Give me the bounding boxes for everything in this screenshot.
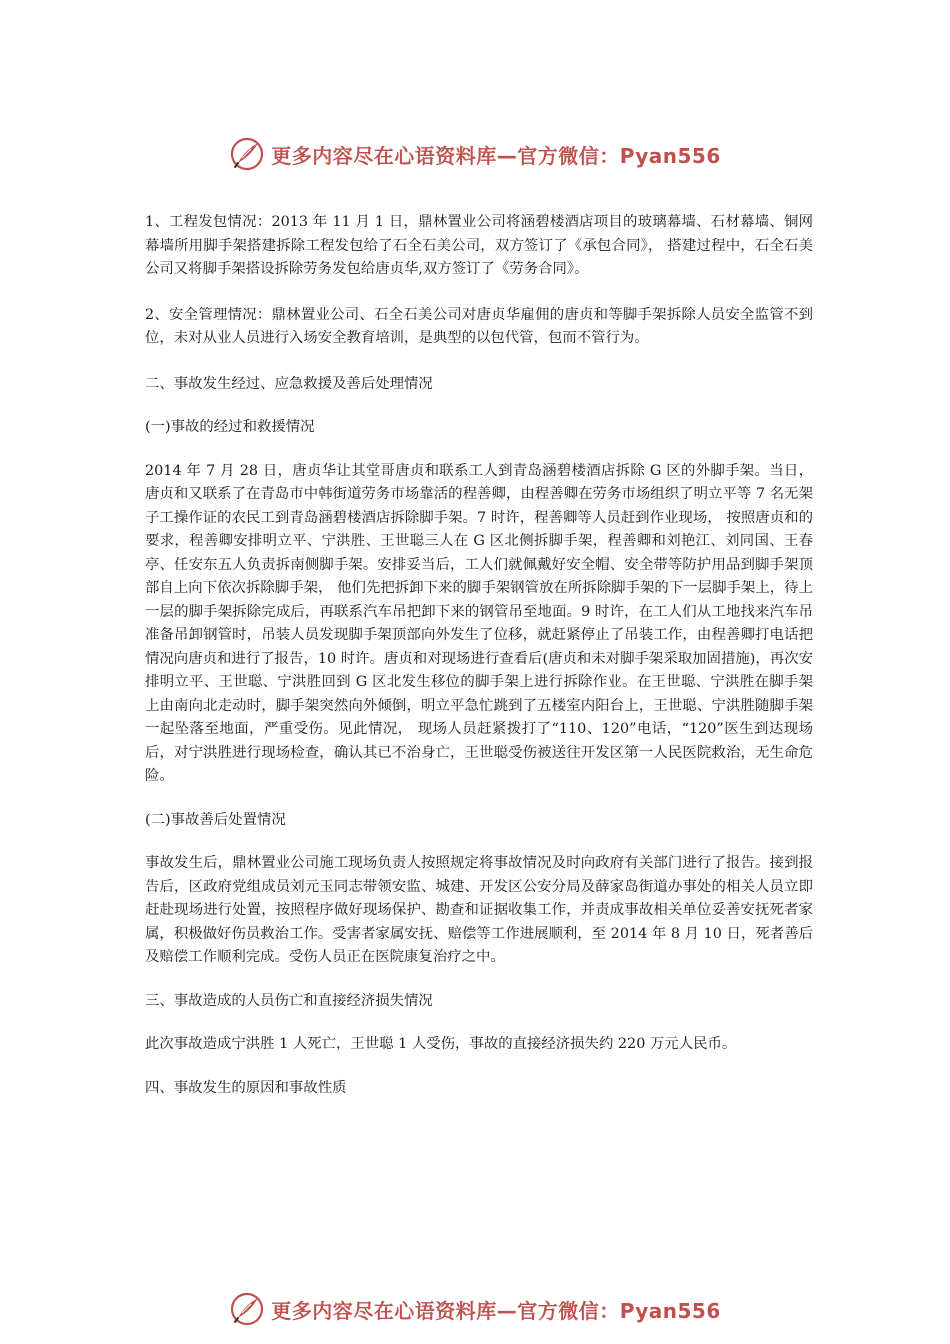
paragraph-safety-management: 2、安全管理情况：鼎林置业公司、石全石美公司对唐贞华雇佣的唐贞和等脚手架拆除人员安全监管不到位，未对从业人员进行入场安全教育培训，是典型的以包代管，包而不管行为。 — [145, 306, 813, 346]
paragraph-accident-process: 2014 年 7 月 28 日，唐贞华让其堂哥唐贞和联系工人到青岛涵碧楼酒店拆除 G 区的外脚手架。当日，唐贞和又联系了在青岛市中韩街道劳务市场靠活的程善卿，由程善卿在劳务市场组织了明立平等 7 名无架子工操作证的农民工到青岛涵碧楼酒店拆除脚手架。7 时许，程善卿等人员赶到作业现场， 按照唐贞和的要求，程善卿安排明立平、宁洪胜、王世聪三人在 G 区北侧拆脚手架，程善卿和刘艳江、刘同国、王春亭、任安东五人负责拆南侧脚手架。安排妥当后，工人们就佩戴好安全帽、安全带等防护用品到脚手架顶部自上向下依次拆除脚手架， 他们先把拆卸下来的脚手架钢管放在所拆除脚手架的下一层脚手架上，待上一层的脚手架拆除完成后，再联系汽车吊把卸下来的钢管吊至地面。9 时许，在工人们从工地找来汽车吊准备吊卸钢管时，吊装人员发现脚手架顶部向外发生了位移，就赶紧停止了吊装工作，由程善卿打电话把情况向唐贞和进行了报告，10 时许。唐贞和对现场进行查看后(唐贞和未对脚手架采取加固措施)，再次安排明立平、王世聪、宁洪胜回到 G 区北发生移位的脚手架上进行拆除作业。在王世聪、宁洪胜在脚手架上由南向北走动时，脚手架突然向外倾倒，明立平急忙跳到了五楼室内阳台上，王世聪、宁洪胜随脚手架一起坠落至地面，严重受伤。见此情况， 现场人员赶紧拨打了“110、120”电话，“120”医生到达现场后，对宁洪胜进行现场检查，确认其已不治身亡，王世聪受伤被送往开发区第一人民医院救治，无生命危险。 — [145, 462, 813, 784]
banner-text: 更多内容尽在心语资料库—官方微信：Pyan556 — [271, 1298, 721, 1323]
paragraph-casualties: 此次事故造成宁洪胜 1 人死亡，王世聪 1 人受伤，事故的直接经济损失约 220 万元人民币。 — [145, 1036, 737, 1052]
paragraph-contract-situation: 1、工程发包情况：2013 年 11 月 1 日，鼎林置业公司将涵碧楼酒店项目的玻璃幕墙、石材幕墙、铜网幕墙所用脚手架搭建拆除工程发包给了石全石美公司，双方签订了《承包合同》， 搭建过程中，石全石美公司又将脚手架搭设拆除劳务发包给唐贞华,双方签订了《劳务合同》。 — [145, 214, 813, 277]
section-heading-3: 三、事故造成的人员伤亡和直接经济损失情况 — [145, 992, 433, 1009]
document-body — [145, 211, 813, 1100]
section-heading-4: 四、事故发生的原因和事故性质 — [145, 1079, 347, 1096]
subsection-heading-2: (二)事故善后处置情况 — [145, 811, 286, 828]
footer-banner — [0, 1287, 950, 1331]
quill-pen-icon — [229, 136, 265, 172]
subsection-heading-1: (一)事故的经过和救援情况 — [145, 419, 315, 435]
quill-pen-icon — [229, 1291, 265, 1327]
header-banner — [0, 132, 950, 176]
banner-text: 更多内容尽在心语资料库—官方微信：Pyan556 — [271, 143, 721, 168]
paragraph-aftermath: 事故发生后，鼎林置业公司施工现场负责人按照规定将事故情况及时向政府有关部门进行了报告。接到报告后，区政府党组成员刘元玉同志带领安监、城建、开发区公安分局及薛家岛街道办事处的相关人员立即赶赴现场进行处置，按照程序做好现场保护、勘查和证据收集工作，并责成事故相关单位妥善安抚死者家属，积极做好伤员救治工作。受害者家属安抚、赔偿等工作进展顺利，至 2014 年 8 月 10 日，死者善后及赔偿工作顺利完成。受伤人员正在医院康复治疗之中。 — [145, 855, 813, 965]
section-heading-2: 二、事故发生经过、应急救援及善后处理情况 — [145, 375, 433, 392]
